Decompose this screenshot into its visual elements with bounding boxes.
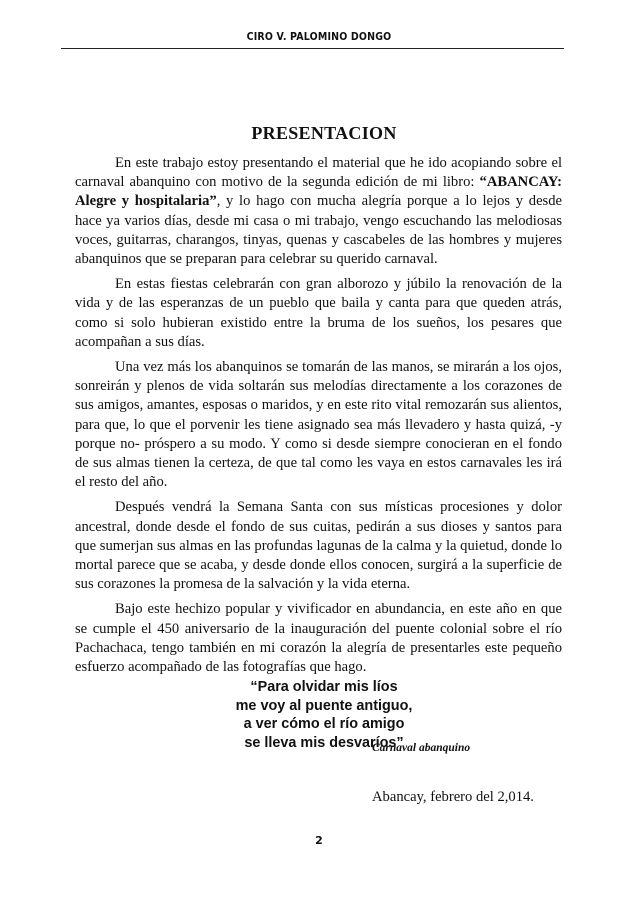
body-text — [75, 154, 562, 683]
paragraph-1-intro: En este trabajo estoy presentando el material que he ido acopiando sobre el carnaval abanquino con motivo de la segunda edición de mi libro: — [75, 155, 562, 191]
poem-line: a ver cómo el río amigo — [243, 716, 405, 733]
paragraph-1-rest: , y lo hago con mucha alegría porque a lo lejos y desde hace ya varios días, desde mi casa o mi trabajo, vengo escuchando las melodiosas voces, guitarras, charangos, tinyas, quenas y cascabeles de las hombres y mujeres abanquinos que se preparan para celebrar su querido carnaval. — [75, 193, 562, 268]
page-title: PRESENTACION — [251, 123, 397, 143]
paragraph-4: Después vendrá la Semana Santa con sus místicas procesiones y dolor ancestral, donde desde el fondo de sus cuitas, pedirán a sus dioses y santos para que sumerjan sus almas en las profundas lagunas de la calma y la quietud, donde lo mortal parece que se acaba, y desde donde ellos conocen, surgirá a la superficie de sus corazones la promesa de la salvación y la vida eterna. — [75, 499, 562, 593]
poem-source: Carnaval abanquino — [372, 742, 471, 754]
place-date: Abancay, febrero del 2,014. — [372, 789, 534, 805]
poem-line: se lleva mis desvaríos” — [244, 734, 404, 751]
paragraph-1 — [75, 154, 562, 269]
header-divider — [61, 48, 564, 49]
running-header: CIRO V. PALOMINO DONGO — [246, 30, 392, 43]
poem-line: “Para olvidar mis líos — [250, 679, 398, 695]
poem-line: me voy al puente antiguo, — [235, 697, 413, 714]
page-number: 2 — [315, 834, 323, 847]
paragraph-3: Una vez más los abanquinos se tomarán de las manos, se mirarán a los ojos, sonreirán y plenos de vida soltarán sus melodías directamente a los corazones de sus amigos, amantes, esposas o maridos, y en este rito vital remozarán sus alientos, para que, lo que el porvenir les tiene asignado sea más llevadero y hasta quizá, -y porque no- próspero a su modo. Y como si desde siempre conocieran en el fondo de sus almas tienen la certeza, de que tal como les vaya en estos carnavales les irá el resto del año. — [75, 359, 562, 491]
paragraph-2: En estas fiestas celebrarán con gran alborozo y júbilo la renovación de la vida y de las esperanzas de un pueblo que baila y canta para que queden atrás, como si solo hubieran existido entre la bruma de los sueños, los pesares que acompañan a sus días. — [75, 276, 562, 350]
paragraph-5: Bajo este hechizo popular y vivificador en abundancia, en este año en que se cumple el 450 aniversario de la inauguración del puente colonial sobre el río Pachachaca, tengo también en mi corazón la alegría de presentarles este pequeño esfuerzo acompañado de las fotografías que hago. — [75, 601, 562, 676]
book-title: “ABANCAY: Alegre y hospitalaria” — [75, 174, 562, 210]
poem-quote — [0, 678, 638, 752]
